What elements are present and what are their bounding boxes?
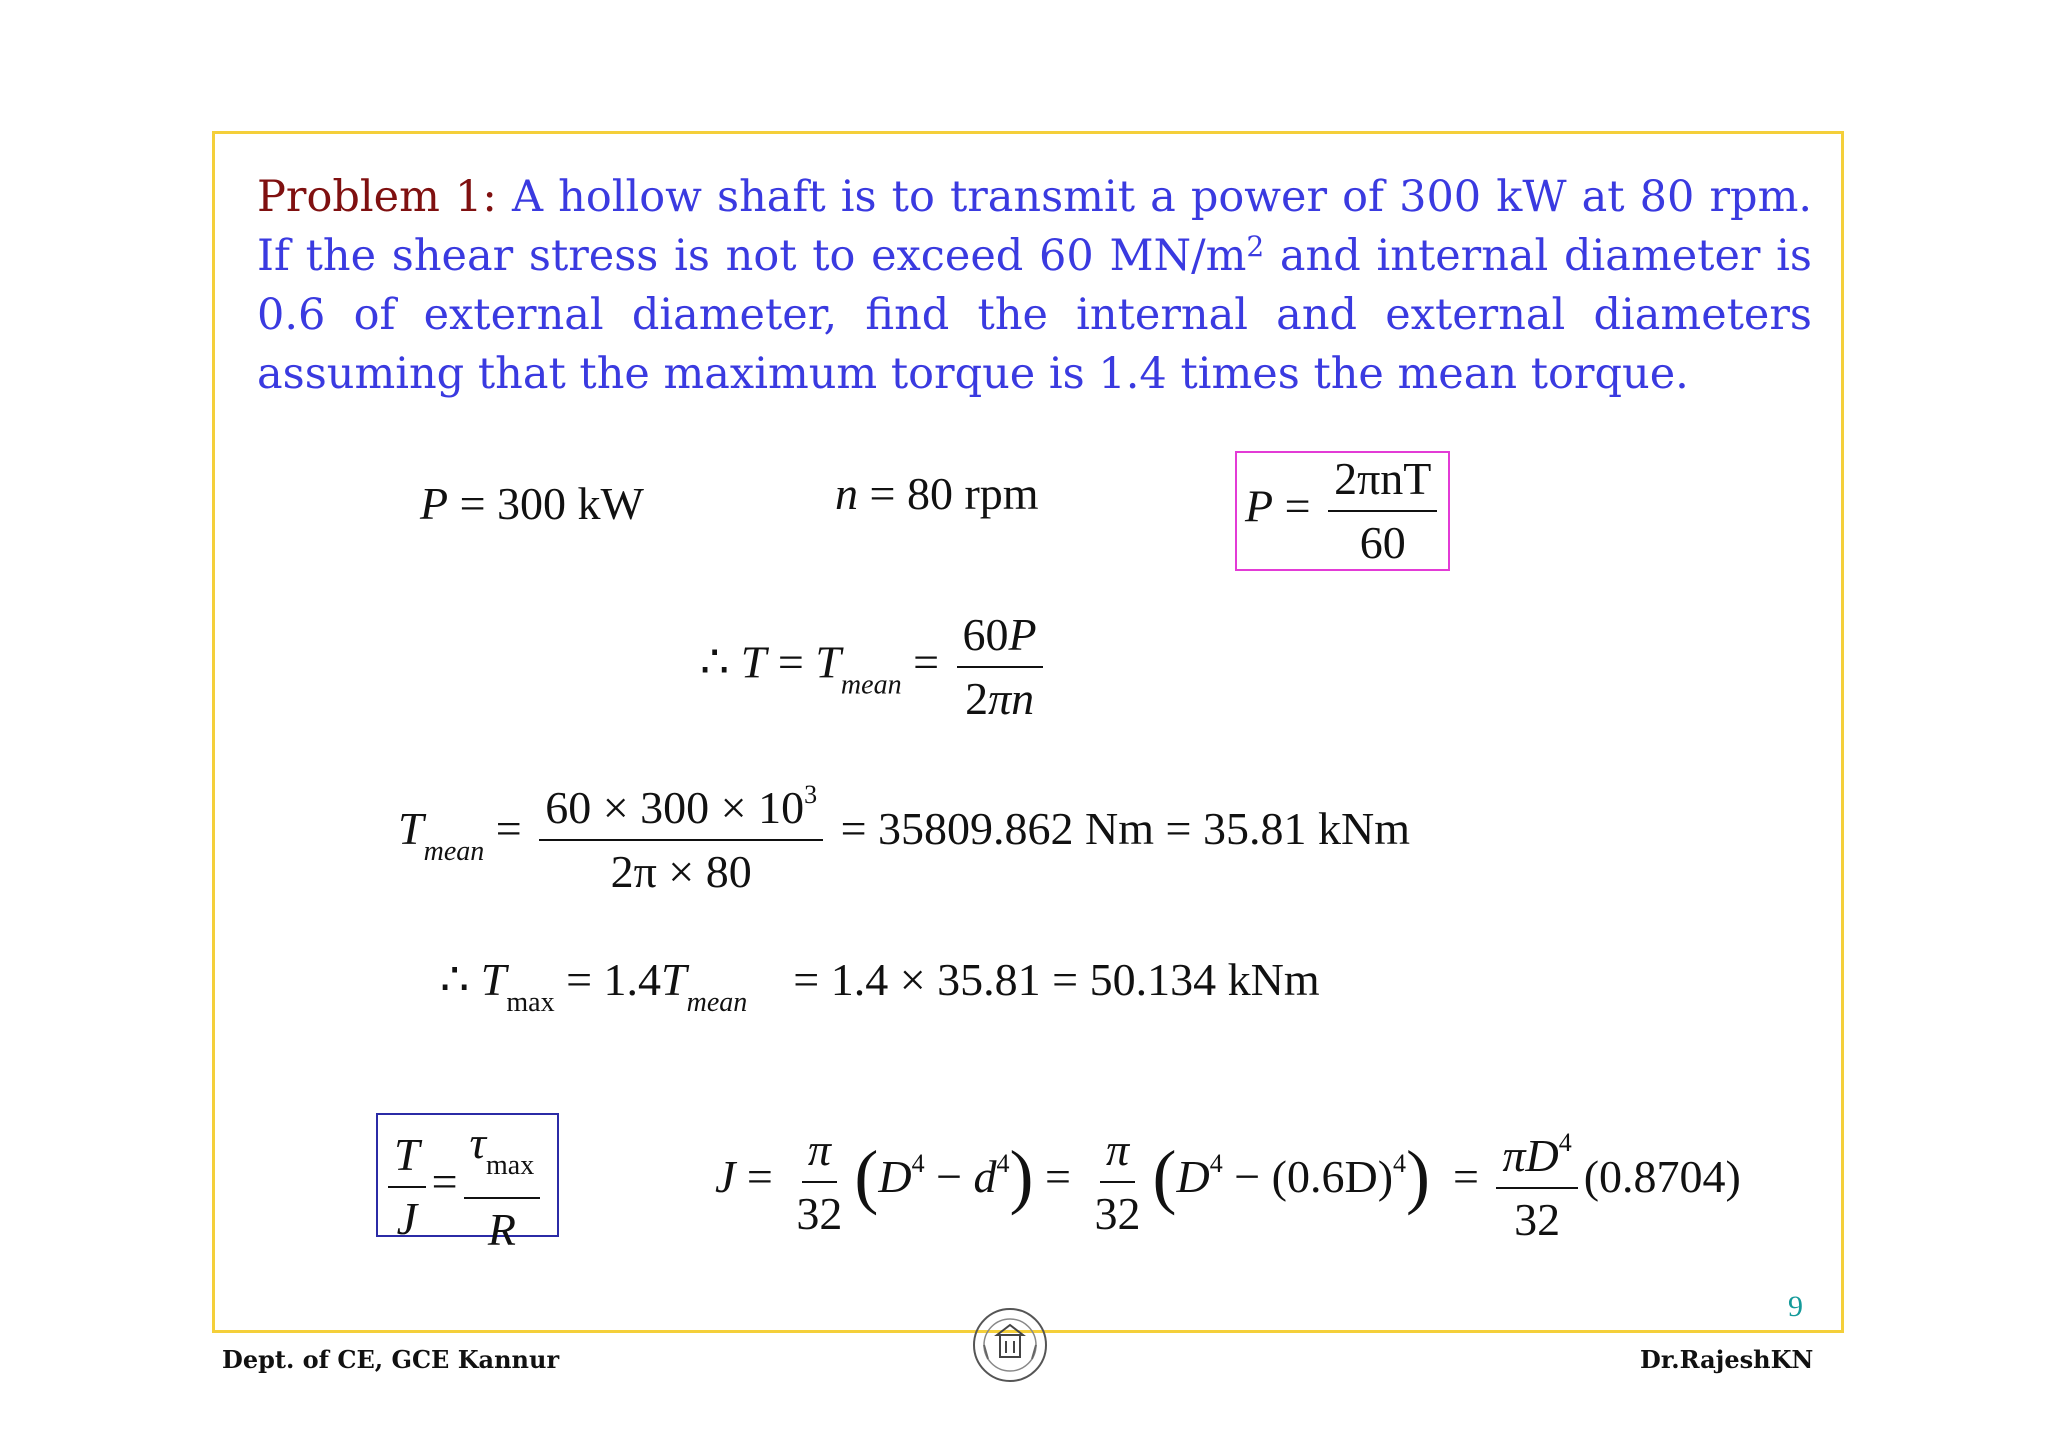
footer-author: Dr.RajeshKN xyxy=(1640,1345,1814,1374)
problem-label: Problem 1: xyxy=(257,172,497,222)
equation-polar-moment: J = $\frac{\pi}{32}$ $(D^4 - d^4)$ = $\frac{\pi}{32}$ $(D^4 - (0.6D)^4)$ = $\frac{\pi D^4}{32}$ (0.8704) xyxy=(715,1116,1741,1247)
college-emblem-logo xyxy=(970,1305,1050,1385)
problem-superscript: 2 xyxy=(1246,230,1265,263)
equation-torque-mean: ∴ $T = T_{mean}$ = $\frac{60P}{2\pi n}$ xyxy=(700,608,1049,726)
footer-department: Dept. of CE, GCE Kannur xyxy=(222,1345,560,1374)
equation-tmean-calculation: $T_{mean}$ = $\frac{60 \times 300 \times 10^3}{2\pi \times 80}$ = 35809.862 Nm = 35.81 kNm xyxy=(398,768,1410,899)
problem-text-pre: A hollow shaft is to transmit a power of 300 kW at 80 rpm. If the shear stress is not to exceed 60 MN/m xyxy=(257,172,1813,281)
equation-power: P = 300 kW xyxy=(420,478,644,529)
equation-power-formula: P = $\frac{\text{2πnT}}{60}$ xyxy=(1245,452,1443,570)
equation-speed: n = 80 rpm xyxy=(835,468,1039,519)
problem-text-post: and internal diameter is 0.6 of external diameter, find the internal and external diameters assuming that the maximum torque is 1.4 times the mean torque. xyxy=(257,231,1812,399)
problem-statement xyxy=(257,168,1812,404)
equation-tmax: ∴ $T_{max} = 1.4T_{mean}$ = 1.4 × 35.81 = 50.134 kNm xyxy=(440,954,1320,1018)
page-number: 9 xyxy=(1788,1290,1803,1323)
equation-torsion: $\frac{T}{J}$ = $\frac{\tau_{max}}{R}$ xyxy=(382,1116,546,1257)
